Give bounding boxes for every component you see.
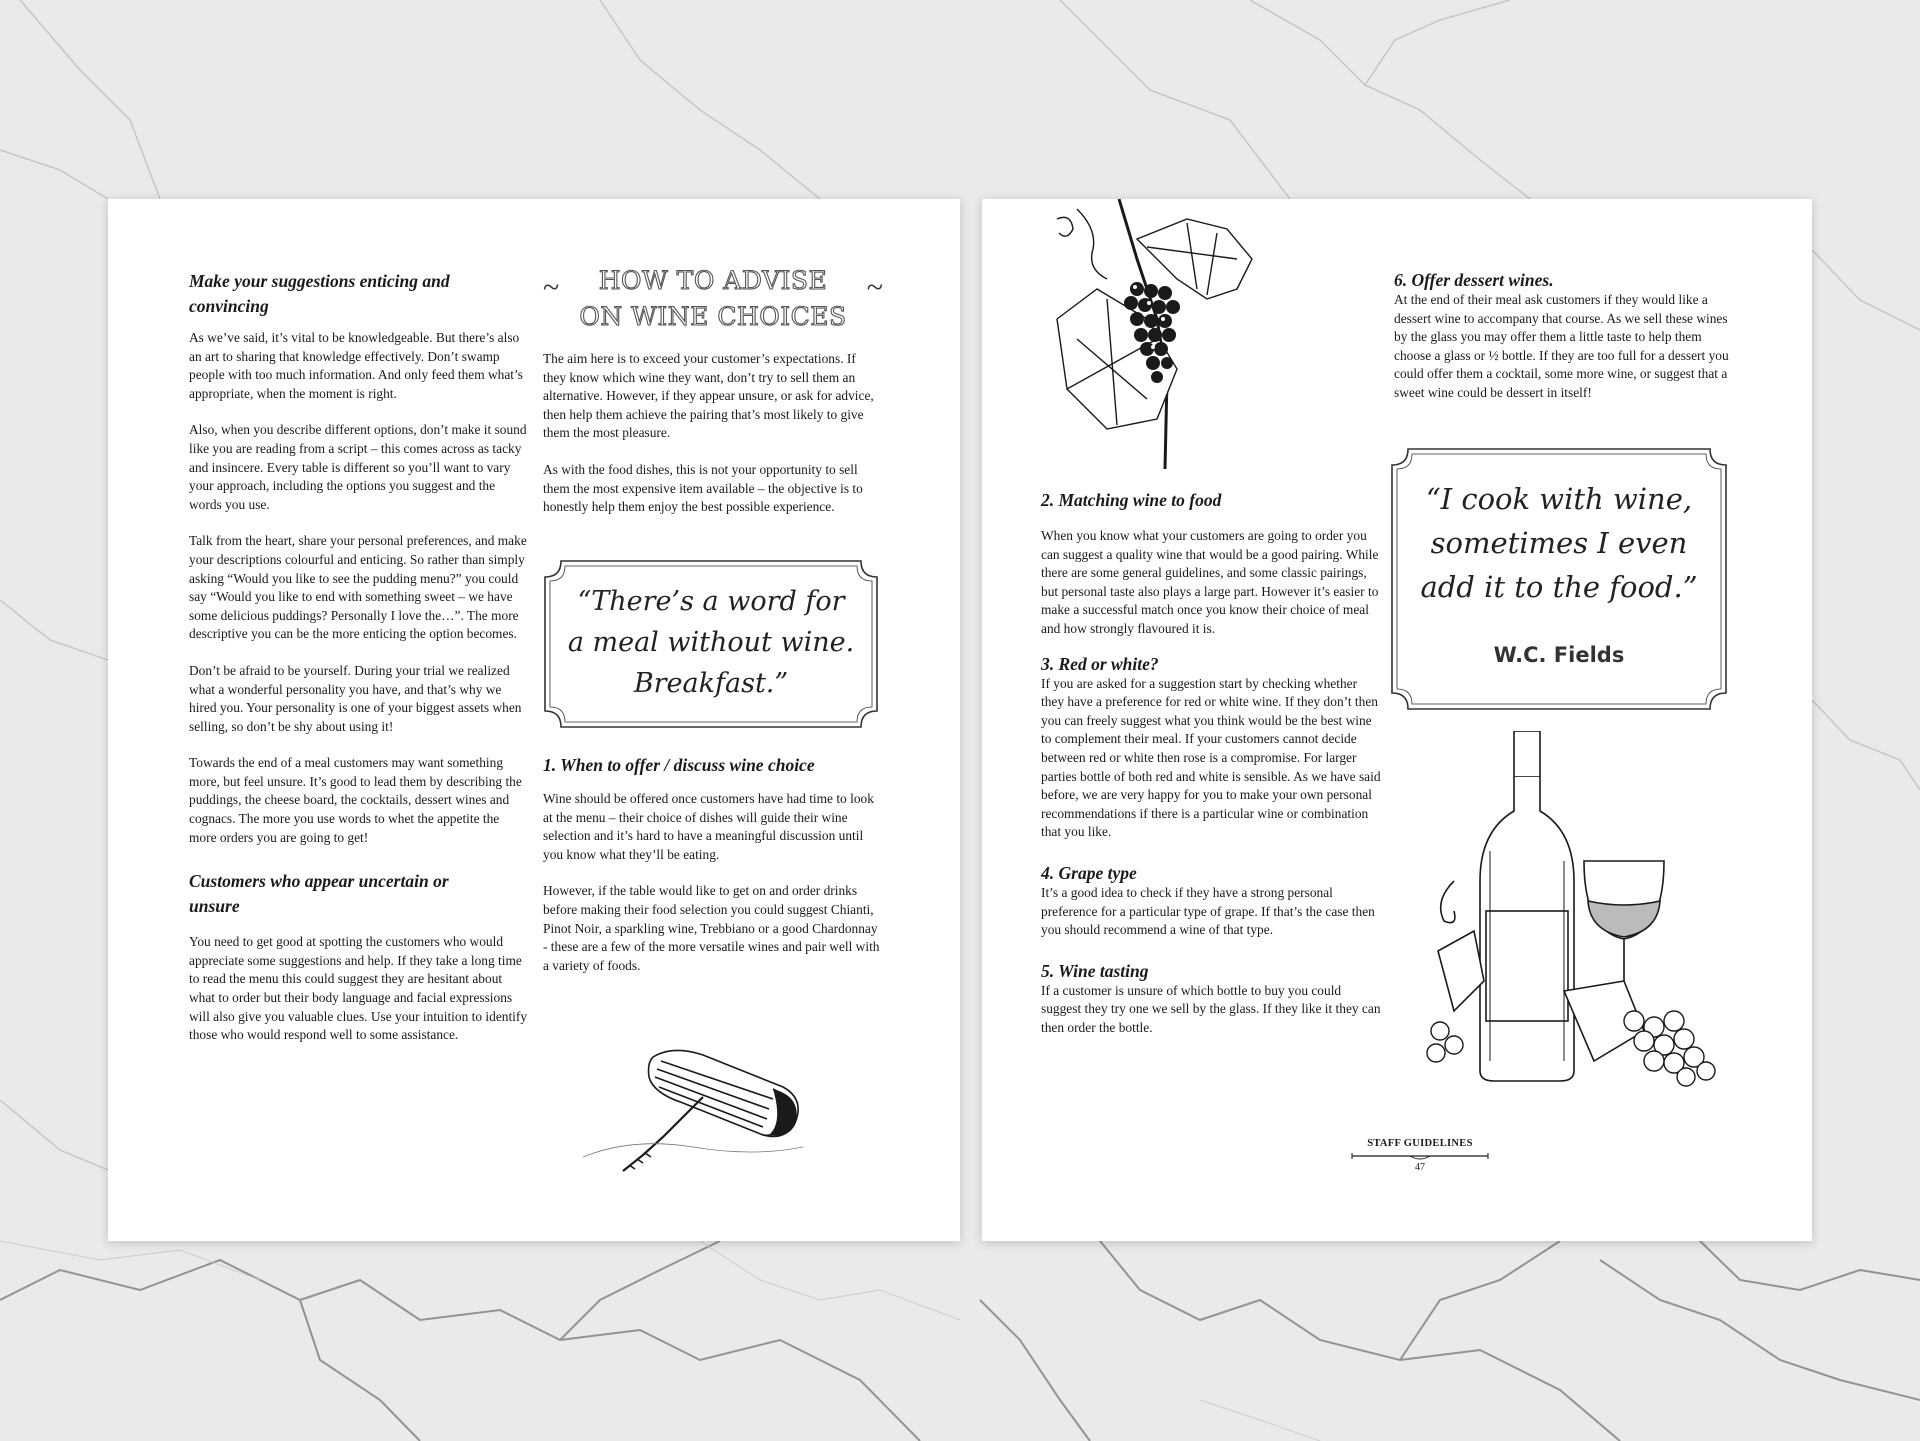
- heading-line: unsure: [189, 896, 240, 917]
- paragraph: At the end of their meal ask customers if they would like a dessert wine to accompany that course. As we sell these wines by the glass you may offer them a little taste to help them choose a glass or ½ bottle. If they are too full for a dessert you could offer them a cocktail, some more wine, or suggest that a sweet wine could be dessert in itself!: [1394, 292, 1729, 400]
- paragraph: It’s a good idea to check if they have a strong personal preference for a particular type of grape. If that’s the case then you should recommend a wine of that type.: [1041, 884, 1375, 938]
- left-page-column-1: [189, 269, 529, 1045]
- paragraph: If a customer is unsure of which bottle to buy you could suggest they try one we sell by the glass. If they like it they can then order the bottle.: [1041, 982, 1381, 1035]
- paragraph: The aim here is to exceed your customer’s expectations. If they know which wine they want, don’t try to sell them an alternative. However, if they appear unsure, or ask for advice, then help them achieve the pairing that’s most likely to give them the most pleasure.: [543, 351, 874, 441]
- title-line: ON WINE CHOICES: [579, 302, 847, 331]
- section-heading-enticing: [189, 269, 529, 319]
- quote-line: “There’s a word for: [577, 586, 845, 617]
- quote-line: sometimes I even: [1430, 526, 1688, 560]
- wine-bottle-glass-grapes-illustration: [1414, 731, 1734, 1091]
- paragraph: Towards the end of a meal customers may want something more, but feel unsure. It’s good to lead them by describing the puddings, the cheese board, the cocktails, dessert wines and cognacs. The more you use words to whet the appetite the more orders you are going to get!: [189, 755, 522, 845]
- title-tilde-right: ~: [866, 271, 883, 304]
- paragraph: If you are asked for a suggestion start by checking whether they have a preference for red or white wine. If they don’t then you can freely suggest what you think would be the best wine to complement their meal. If your customers cannot decide between red or white then rose is a compromise. For larger parties bottle of both red and white is sensible. As we have said before, we are very happy for you to make your own personal recommendations if there is a particular wine or combination that you like.: [1041, 675, 1381, 840]
- quote-box: [1390, 447, 1728, 711]
- section-heading-grape-type: 4. Grape type: [1041, 862, 1137, 883]
- left-page-column-2: [543, 259, 883, 1199]
- right-page-column-1: [1041, 489, 1381, 1037]
- left-page: [108, 199, 960, 1241]
- heading-line: Customers who appear uncertain or: [189, 871, 449, 892]
- quote-text: [1390, 477, 1728, 609]
- section-heading-red-white: 3. Red or white?: [1041, 653, 1159, 674]
- section-heading-uncertain: [189, 869, 529, 919]
- paragraph: Wine should be offered once customers have had time to look at the menu – their choice of dishes will guide their wine selection and it’s hard to have a meaningful discussion until you know what they’ll be eating.: [543, 791, 874, 862]
- corkscrew-illustration: [573, 1037, 813, 1177]
- heading-line: Make your suggestions enticing and: [189, 271, 450, 291]
- right-page-column-2: [1394, 269, 1734, 1209]
- paragraph: Talk from the heart, share your personal preferences, and make your descriptions colourful and enticing. So rather than simply asking “Would you like to see the pudding menu?” you could say “Would you like to end with something sweet – we have some delicious puddings? Personally I love the…”. The more descriptive you can be the more enticing the option becomes.: [189, 533, 527, 642]
- section-heading-when-to-offer: 1. When to offer / discuss wine choice: [543, 755, 815, 775]
- quote-line: Breakfast.”: [633, 668, 789, 699]
- paragraph: Also, when you describe different options, don’t make it sound like you are reading from a script – this comes across as tacky and insincere. Every table is different so you’ll want to vary your approach, including the options you suggest and the words you use.: [189, 422, 527, 512]
- paragraph: When you know what your customers are going to order you can suggest a quality wine that would be a good pairing. While there are some general guidelines, and some classic pairings, but personal taste also plays a large part. However it’s easier to make a successful match once you know their choice of meal and how strongly flavoured it is.: [1041, 528, 1379, 636]
- quote-box: [543, 559, 879, 729]
- quote-line: “I cook with wine,: [1425, 482, 1693, 516]
- quote-text: [543, 581, 879, 704]
- paragraph: You need to get good at spotting the customers who would appreciate some suggestions and help. If they take a long time to read the menu this could suggest they are hesitant about what to order but their body language and facial expressions will also give you valuable clues. Use your intuition to identify those who would respond well to some assistance.: [189, 934, 528, 1043]
- quote-line: add it to the food.”: [1420, 570, 1698, 604]
- paragraph: Don’t be afraid to be yourself. During your trial we realized what a wonderful personality you have, and that’s why we hired you. Your personality is one of your biggest assets when selling, so don’t be shy about using it!: [189, 662, 522, 734]
- section-title: [573, 263, 853, 335]
- heading-line: convincing: [189, 296, 269, 316]
- grapevine-illustration: [1037, 199, 1277, 469]
- quote-author: W.C. Fields: [1493, 643, 1625, 667]
- paragraph: As we’ve said, it’s vital to be knowledgeable. But there’s also an art to sharing that knowledge effectively. Don’t swamp people with too much information. And only feed them what’s appropriate, when the moment is right.: [189, 330, 523, 401]
- paragraph: As with the food dishes, this is not your opportunity to sell them the most expensive item available – the objective is to honestly help them enjoy the best possible experience.: [543, 461, 863, 515]
- title-tilde-left: ~: [543, 271, 560, 304]
- title-line: HOW TO ADVISE: [598, 266, 828, 295]
- section-heading-wine-tasting: 5. Wine tasting: [1041, 960, 1149, 981]
- quote-line: a meal without wine.: [567, 627, 855, 658]
- section-heading-dessert-wines: 6. Offer dessert wines.: [1394, 270, 1554, 290]
- paragraph: However, if the table would like to get on and order drinks before making their food selection you could suggest Chianti, Pinot Noir, a sparkling wine, Trebbiano or a good Chardonnay - these are a few of the more versatile wines and pair well with a variety of foods.: [543, 883, 880, 973]
- footer-ornament: [1350, 1152, 1490, 1162]
- section-heading-matching: 2. Matching wine to food: [1041, 490, 1222, 510]
- page-number: 47: [1415, 1162, 1425, 1173]
- right-page: [982, 199, 1812, 1241]
- footer-label: STAFF GUIDELINES: [1367, 1138, 1473, 1149]
